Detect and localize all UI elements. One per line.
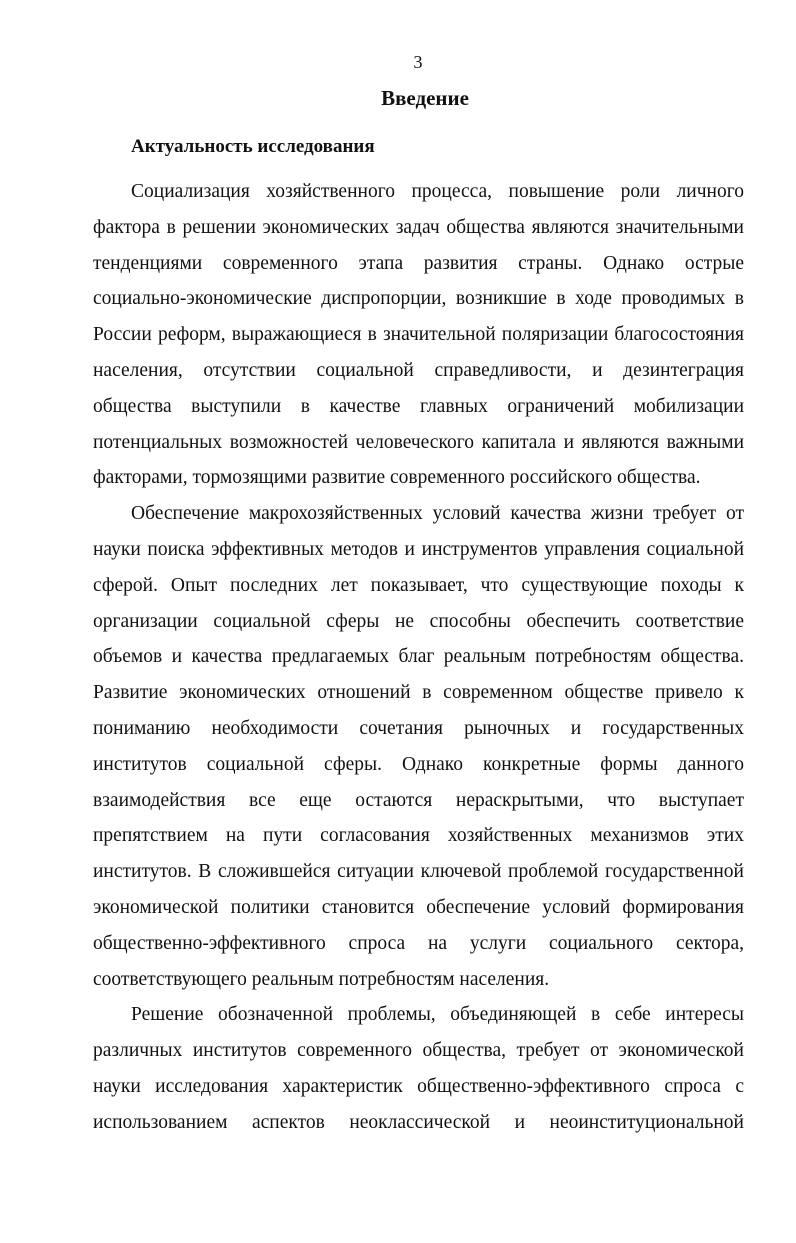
section-heading: Актуальность исследования	[131, 136, 375, 157]
paragraph-2: Обеспечение макрохозяйственных условий качества жизни требует от науки поиска эффективных методов и инструментов управления социальной сферой. Опыт последних лет показывает, что существующие походы к организации социальной сферы не способны обеспечить соответствие объемов и качества предлагаемых благ реальным потребностям общества. Развитие экономических отношений в современном обществе привело к пониманию необходимости сочетания рыночных и государственных институтов социальной сферы. Однако конкретные формы данного взаимодействия все еще остаются нераскрытыми, что выступает препятствием на пути согласования хозяйственных механизмов этих институтов. В сложившейся ситуации ключевой проблемой государственной экономической политики становится обеспечение условий формирования общественно-эффективного спроса на услуги социального сектора, соответствующего реальным потребностям населения.	[93, 503, 744, 990]
body-text	[93, 174, 744, 1141]
paragraph-1: Социализация хозяйственного процесса, повышение роли личного фактора в решении экономических задач общества являются значительными тенденциями современного этапа развития страны. Однако острые социально-экономические диспропорции, возникшие в ходе проводимых в России реформ, выражающиеся в значительной поляризации благосостояния населения, отсутствии социальной справедливости, и дезинтеграция общества выступили в качестве главных ограничений мобилизации потенциальных возможностей человеческого капитала и являются важными факторами, тормозящими развитие современного российского общества.	[93, 181, 744, 489]
page-title: Введение	[381, 86, 469, 110]
page-number: 3	[413, 52, 423, 72]
paragraph-3: Решение обозначенной проблемы, объединяющей в себе интересы различных институтов современного общества, требует от экономической науки исследования характеристик общественно-эффективного спроса с использованием аспектов неоклассической и неоинституциональной	[93, 1004, 744, 1133]
